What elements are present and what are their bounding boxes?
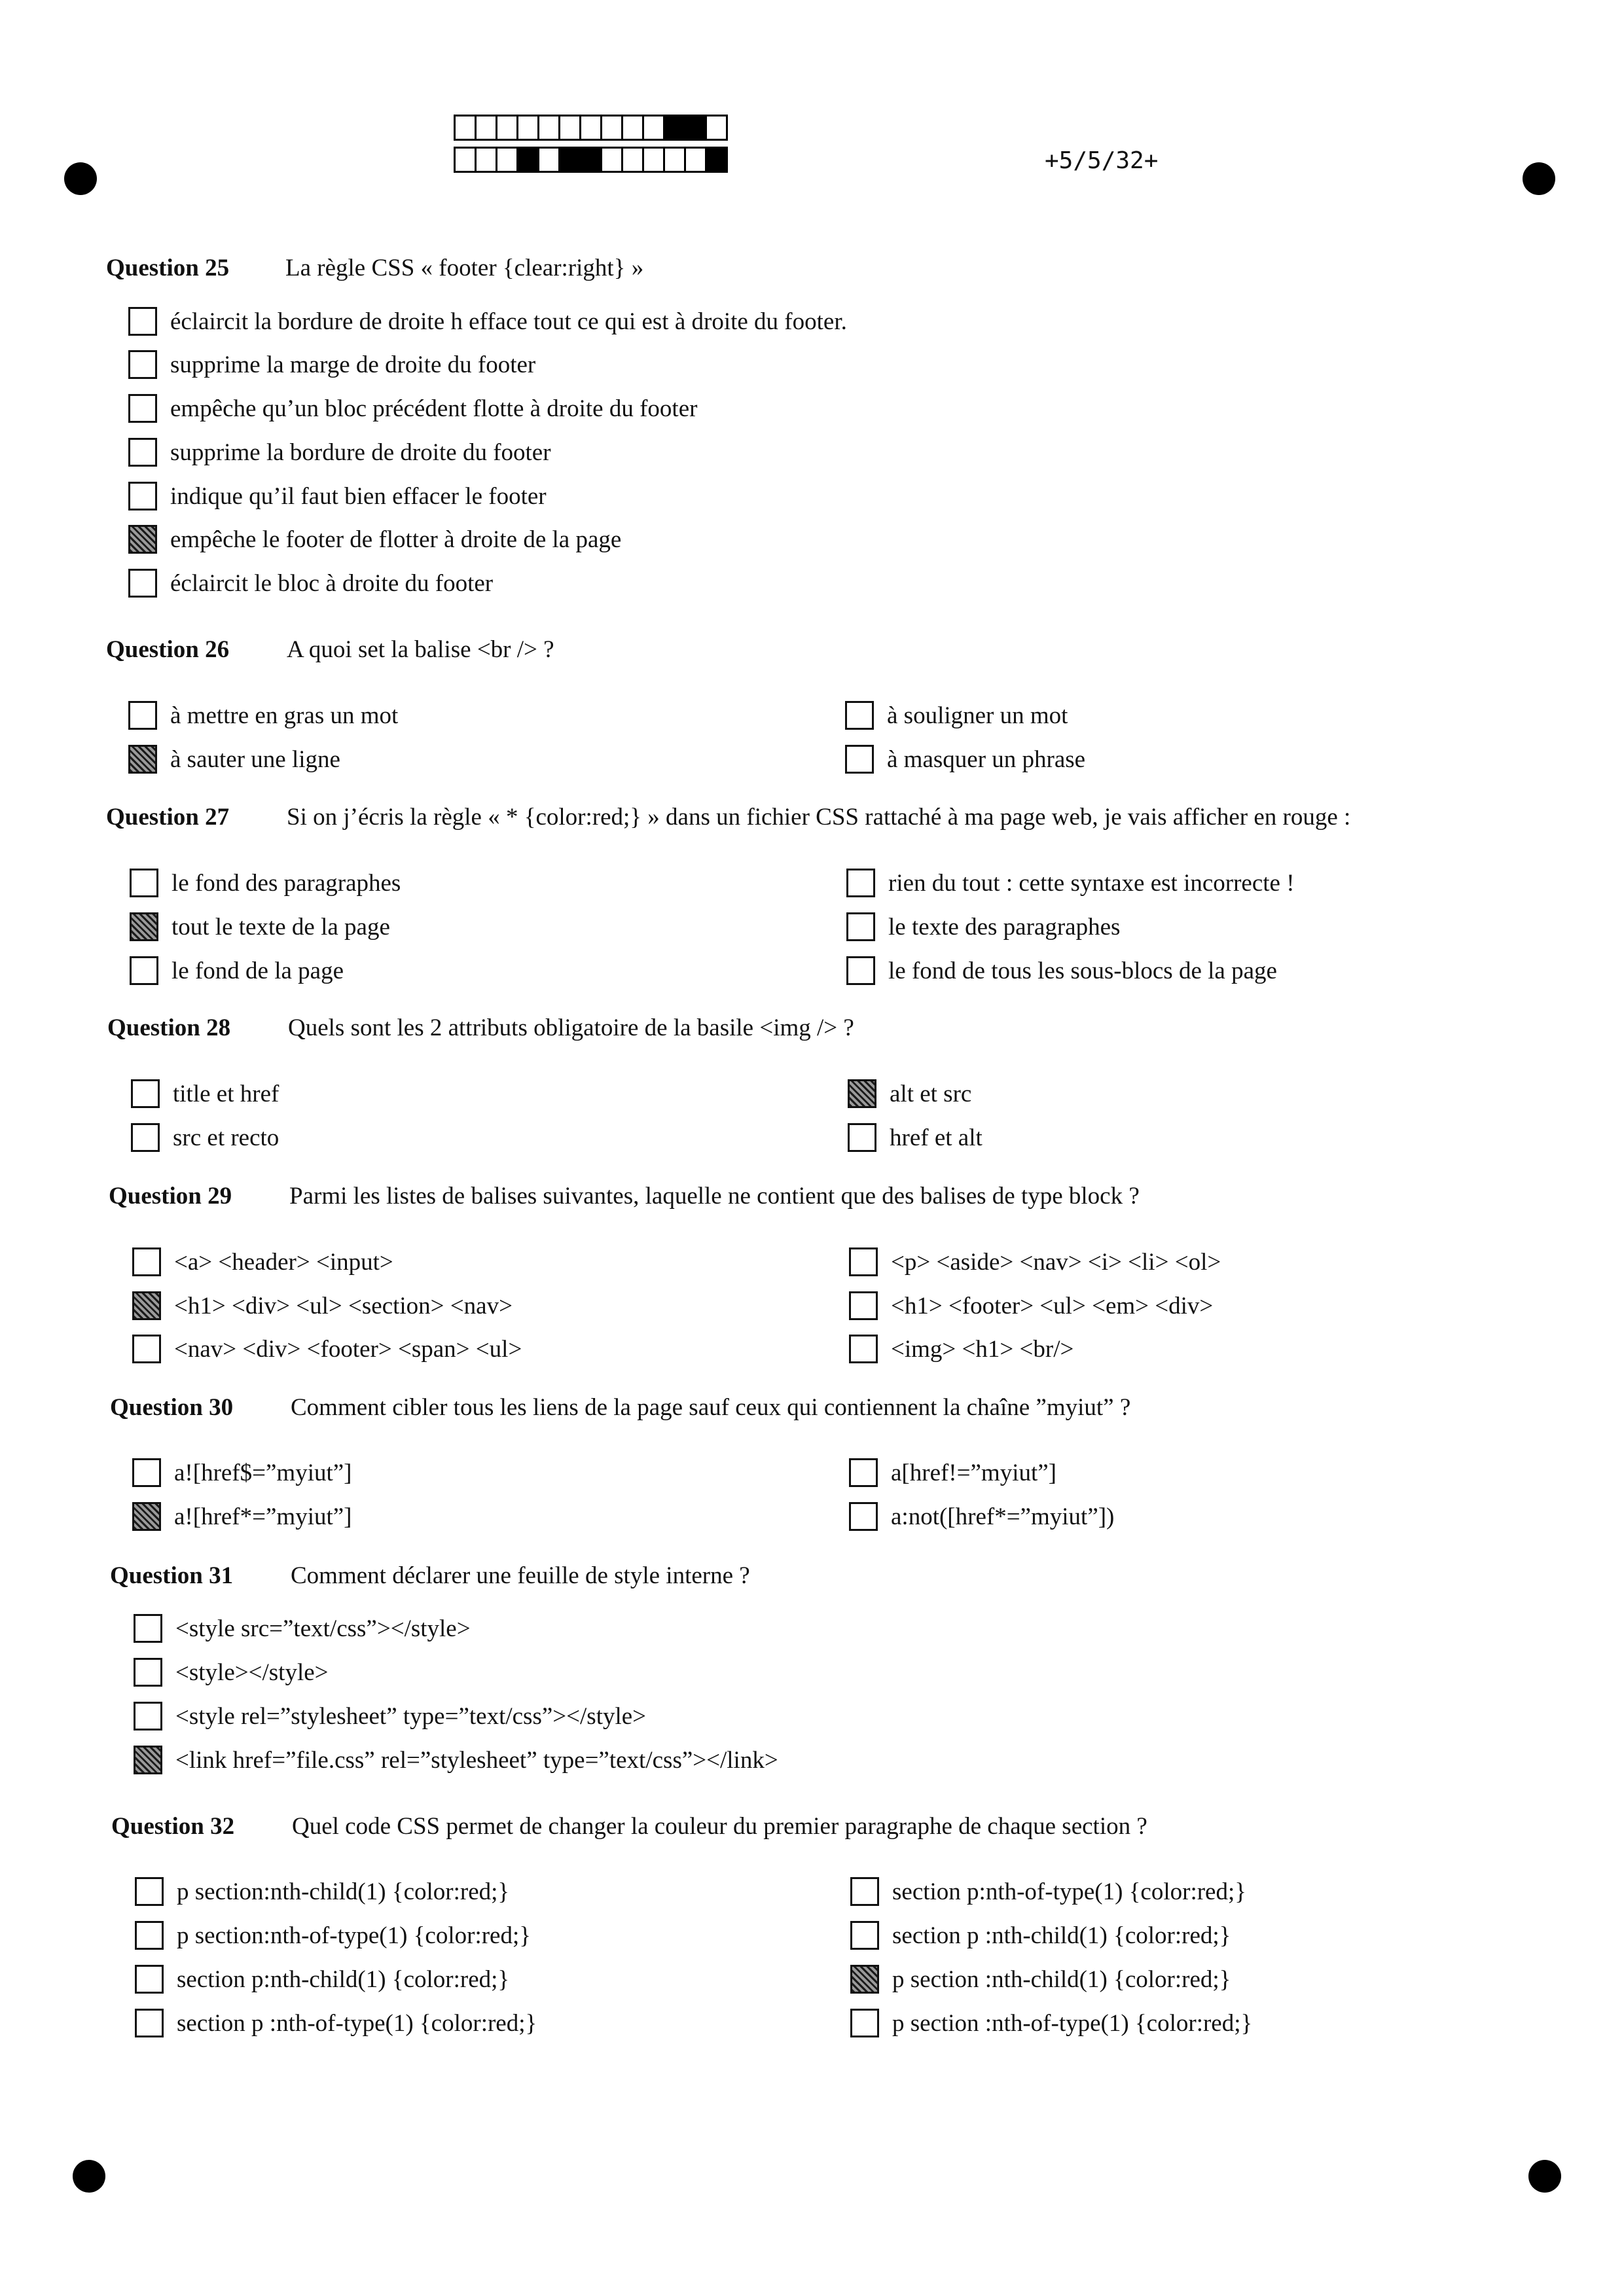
- answer-label: <nav> <div> <footer> <span> <ul>: [174, 1335, 522, 1363]
- checkbox[interactable]: [128, 569, 157, 598]
- checkbox[interactable]: [850, 2009, 879, 2037]
- answer-label: p section:nth-child(1) {color:red;}: [177, 1878, 510, 1905]
- barcode-cell: [496, 115, 518, 141]
- checkbox[interactable]: [846, 956, 875, 985]
- checkbox[interactable]: [128, 350, 157, 379]
- barcode-row: [454, 147, 726, 173]
- checkbox[interactable]: [846, 869, 875, 897]
- answer-label: section p :nth-child(1) {color:red;}: [892, 1922, 1231, 1949]
- checkbox[interactable]: [135, 1965, 164, 1994]
- question-31-header: [110, 1562, 750, 1590]
- checkbox[interactable]: [134, 1614, 162, 1643]
- answer-option[interactable]: [130, 956, 344, 985]
- question-label: Question 31: [110, 1562, 234, 1589]
- answer-label: <p> <aside> <nav> <i> <li> <ol>: [891, 1248, 1221, 1276]
- answer-option[interactable]: [132, 1335, 522, 1363]
- answer-label: à masquer un phrase: [887, 745, 1086, 773]
- checkbox[interactable]: [849, 1458, 878, 1487]
- answer-label: éclaircit la bordure de droite h efface tout ce qui est à droite du footer.: [170, 308, 847, 335]
- question-30-header: [110, 1393, 1131, 1422]
- answer-label: empêche le footer de flotter à droite de la page: [170, 526, 622, 553]
- answer-label: src et recto: [173, 1124, 280, 1151]
- answer-option[interactable]: [128, 701, 398, 730]
- question-label: Question 29: [109, 1183, 232, 1210]
- barcode-cell: [579, 115, 602, 141]
- answer-label: éclaircit le bloc à droite du footer: [170, 569, 494, 597]
- answer-label: section p:nth-child(1) {color:red;}: [177, 1965, 510, 1993]
- barcode-cell: [537, 115, 560, 141]
- checkbox-checked[interactable]: [848, 1079, 876, 1108]
- question-28-header: [107, 1014, 854, 1042]
- barcode-cell: [579, 147, 602, 173]
- page-code: +5/5/32+: [1045, 147, 1159, 174]
- answer-label: p section :nth-of-type(1) {color:red;}: [892, 2009, 1253, 2037]
- checkbox-checked[interactable]: [132, 1291, 161, 1320]
- checkbox[interactable]: [850, 1921, 879, 1950]
- answer-option[interactable]: [134, 1658, 329, 1687]
- question-label: Question 25: [106, 255, 230, 281]
- question-label: Question 30: [110, 1394, 234, 1421]
- answer-label: <style src=”text/css”></style>: [175, 1615, 471, 1642]
- checkbox[interactable]: [131, 1079, 160, 1108]
- checkbox[interactable]: [130, 869, 158, 897]
- barcode-cell: [684, 115, 707, 141]
- checkbox[interactable]: [848, 1123, 876, 1152]
- checkbox[interactable]: [135, 2009, 164, 2037]
- barcode-cell: [537, 147, 560, 173]
- barcode-cell: [516, 115, 539, 141]
- barcode-cell: [558, 115, 581, 141]
- question-label: Question 28: [107, 1014, 231, 1041]
- answer-option[interactable]: [845, 701, 1068, 730]
- checkbox[interactable]: [845, 701, 874, 730]
- answer-label: section p:nth-of-type(1) {color:red;}: [892, 1878, 1247, 1905]
- checkbox[interactable]: [134, 1658, 162, 1687]
- answer-option[interactable]: [134, 1746, 778, 1774]
- answer-option[interactable]: [135, 1965, 509, 1994]
- checkbox[interactable]: [135, 1877, 164, 1906]
- answer-option[interactable]: [130, 912, 390, 941]
- answer-option[interactable]: [131, 1123, 279, 1152]
- answer-label: le texte des paragraphes: [888, 913, 1121, 941]
- checkbox-checked[interactable]: [850, 1965, 879, 1994]
- answer-option[interactable]: [132, 1502, 352, 1531]
- answer-label: <h1> <footer> <ul> <em> <div>: [891, 1292, 1214, 1319]
- answer-option[interactable]: [128, 307, 847, 336]
- checkbox[interactable]: [128, 482, 157, 511]
- answer-label: p section:nth-of-type(1) {color:red;}: [177, 1922, 532, 1949]
- barcode-cell: [475, 115, 497, 141]
- answer-option[interactable]: [134, 1702, 646, 1731]
- answer-option[interactable]: [135, 1921, 531, 1950]
- question-29-header: [109, 1182, 1140, 1210]
- registration-mark-top-left: [64, 162, 97, 195]
- question-text: Comment cibler tous les liens de la page sauf ceux qui contiennent la chaîne ”myiut” ?: [291, 1394, 1131, 1421]
- checkbox-checked[interactable]: [128, 525, 157, 554]
- registration-mark-bottom-left: [73, 2160, 105, 2193]
- answer-option[interactable]: [849, 1247, 1221, 1276]
- answer-label: <a> <header> <input>: [174, 1248, 393, 1276]
- barcode-cell: [621, 115, 644, 141]
- answer-option[interactable]: [850, 2009, 1252, 2037]
- barcode-cell: [663, 147, 686, 173]
- question-text: Parmi les listes de balises suivantes, laquelle ne contient que des balises de type block ?: [289, 1183, 1140, 1210]
- answer-option[interactable]: [850, 1877, 1246, 1906]
- answer-option[interactable]: [849, 1502, 1114, 1531]
- checkbox[interactable]: [134, 1702, 162, 1731]
- answer-option[interactable]: [849, 1458, 1056, 1487]
- question-label: Question 27: [106, 804, 230, 831]
- answer-label: <style rel=”stylesheet” type=”text/css”></style>: [175, 1702, 647, 1730]
- barcode-cell: [621, 147, 644, 173]
- answer-option[interactable]: [849, 1291, 1213, 1320]
- checkbox[interactable]: [132, 1247, 161, 1276]
- answer-option[interactable]: [849, 1335, 1074, 1363]
- barcode-cell: [642, 147, 665, 173]
- answer-option[interactable]: [128, 482, 547, 511]
- answer-option[interactable]: [135, 2009, 537, 2037]
- answer-label: a:not([href*=”myiut”]): [891, 1503, 1115, 1530]
- checkbox[interactable]: [128, 701, 157, 730]
- answer-label: alt et src: [890, 1080, 972, 1107]
- checkbox-checked[interactable]: [130, 912, 158, 941]
- question-text: Quel code CSS permet de changer la couleur du premier paragraphe de chaque section ?: [292, 1813, 1147, 1840]
- answer-label: à mettre en gras un mot: [170, 702, 399, 729]
- answer-option[interactable]: [850, 1921, 1231, 1950]
- checkbox[interactable]: [132, 1335, 161, 1363]
- answer-label: <h1> <div> <ul> <section> <nav>: [174, 1292, 513, 1319]
- question-27-header: [106, 803, 1351, 831]
- answer-label: section p :nth-of-type(1) {color:red;}: [177, 2009, 537, 2037]
- answer-label: le fond de tous les sous-blocs de la page: [888, 957, 1277, 984]
- checkbox-checked[interactable]: [134, 1746, 162, 1774]
- checkbox[interactable]: [845, 745, 874, 774]
- answer-option[interactable]: [132, 1247, 393, 1276]
- answer-label: a![href$=”myiut”]: [174, 1459, 352, 1486]
- answer-label: <link href=”file.css” rel=”stylesheet” type=”text/css”></link>: [175, 1746, 778, 1774]
- checkbox[interactable]: [849, 1291, 878, 1320]
- answer-option[interactable]: [850, 1965, 1231, 1994]
- answer-option[interactable]: [135, 1877, 509, 1906]
- registration-mark-top-right: [1523, 162, 1555, 195]
- answer-label: tout le texte de la page: [171, 913, 390, 941]
- answer-option[interactable]: [128, 438, 551, 467]
- answer-label: indique qu’il faut bien effacer le footer: [170, 482, 547, 510]
- answer-option[interactable]: [846, 956, 1277, 985]
- answer-label: à sauter une ligne: [170, 745, 340, 773]
- answer-label: href et alt: [890, 1124, 983, 1151]
- answer-label: <style></style>: [175, 1659, 329, 1686]
- answer-option[interactable]: [848, 1123, 983, 1152]
- barcode-row: [454, 115, 726, 141]
- answer-option[interactable]: [132, 1458, 352, 1487]
- answer-label: p section :nth-child(1) {color:red;}: [892, 1965, 1231, 1993]
- question-text: Si on j’écris la règle « * {color:red;} » dans un fichier CSS rattaché à ma page web, je vais afficher en rouge :: [287, 804, 1351, 831]
- checkbox[interactable]: [846, 912, 875, 941]
- answer-label: title et href: [173, 1080, 280, 1107]
- answer-option[interactable]: [131, 1079, 279, 1108]
- answer-option[interactable]: [846, 912, 1120, 941]
- barcode-cell: [454, 147, 477, 173]
- question-text: La règle CSS « footer {clear:right} »: [285, 255, 644, 281]
- answer-label: <img> <h1> <br/>: [891, 1335, 1074, 1363]
- question-label: Question 26: [106, 636, 230, 663]
- checkbox[interactable]: [850, 1877, 879, 1906]
- barcode-cell: [600, 115, 623, 141]
- barcode-cell: [705, 115, 728, 141]
- answer-label: empêche qu’un bloc précédent flotte à droite du footer: [170, 395, 698, 422]
- answer-option[interactable]: [128, 525, 621, 554]
- barcode-cell: [475, 147, 497, 173]
- question-label: Question 32: [111, 1813, 235, 1840]
- answer-label: a![href*=”myiut”]: [174, 1503, 352, 1530]
- answer-label: le fond de la page: [171, 957, 344, 984]
- answer-option[interactable]: [846, 869, 1295, 897]
- answer-option[interactable]: [128, 350, 535, 379]
- answer-option[interactable]: [134, 1614, 471, 1643]
- barcode-cell: [684, 147, 707, 173]
- answer-option[interactable]: [130, 869, 401, 897]
- barcode-cell: [600, 147, 623, 173]
- barcode-cell: [663, 115, 686, 141]
- registration-mark-bottom-right: [1528, 2160, 1561, 2193]
- answer-option[interactable]: [128, 394, 697, 423]
- answer-label: à souligner un mot: [887, 702, 1068, 729]
- barcode-cell: [705, 147, 728, 173]
- barcode-cell: [516, 147, 539, 173]
- checkbox[interactable]: [849, 1247, 878, 1276]
- checkbox[interactable]: [128, 394, 157, 423]
- checkbox[interactable]: [849, 1502, 878, 1531]
- question-text: A quoi set la balise <br /> ?: [287, 636, 554, 663]
- checkbox[interactable]: [128, 438, 157, 467]
- answer-label: rien du tout : cette syntaxe est incorrecte !: [888, 869, 1295, 897]
- answer-option[interactable]: [848, 1079, 971, 1108]
- answer-label: supprime la bordure de droite du footer: [170, 439, 551, 466]
- answer-option[interactable]: [132, 1291, 513, 1320]
- question-26-header: [106, 636, 554, 664]
- answer-label: a[href!=”myiut”]: [891, 1459, 1057, 1486]
- checkbox[interactable]: [131, 1123, 160, 1152]
- answer-option[interactable]: [128, 745, 340, 774]
- answer-option[interactable]: [845, 745, 1085, 774]
- answer-option[interactable]: [128, 569, 493, 598]
- question-25-header: [106, 254, 644, 282]
- question-32-header: [111, 1812, 1147, 1840]
- answer-label: supprime la marge de droite du footer: [170, 351, 536, 378]
- barcode-cell: [642, 115, 665, 141]
- barcode-cell: [558, 147, 581, 173]
- checkbox[interactable]: [128, 307, 157, 336]
- barcode-cell: [454, 115, 477, 141]
- checkbox[interactable]: [130, 956, 158, 985]
- checkbox-checked[interactable]: [128, 745, 157, 774]
- checkbox[interactable]: [135, 1921, 164, 1950]
- checkbox[interactable]: [849, 1335, 878, 1363]
- answer-label: le fond des paragraphes: [171, 869, 401, 897]
- question-text: Quels sont les 2 attributs obligatoire de la basile <img /> ?: [288, 1014, 854, 1041]
- checkbox[interactable]: [132, 1458, 161, 1487]
- checkbox-checked[interactable]: [132, 1502, 161, 1531]
- barcode-cell: [496, 147, 518, 173]
- question-text: Comment déclarer une feuille de style interne ?: [291, 1562, 750, 1589]
